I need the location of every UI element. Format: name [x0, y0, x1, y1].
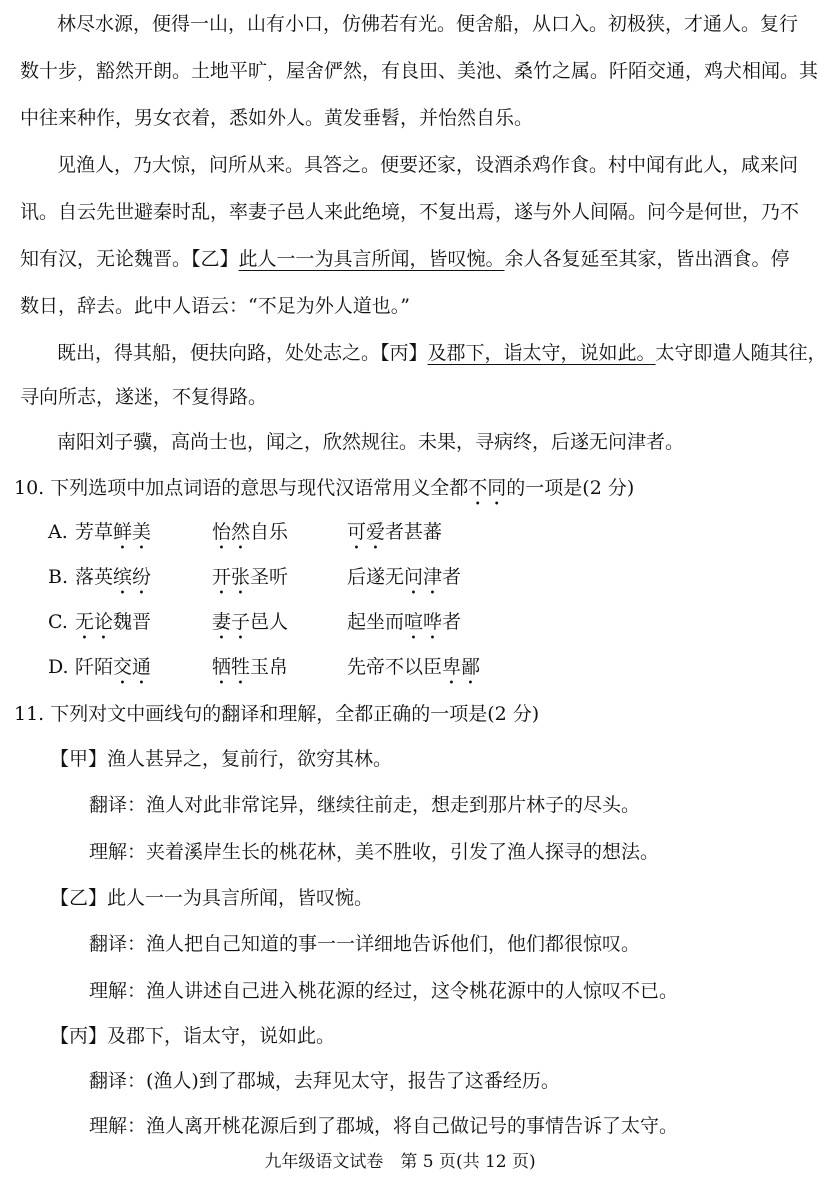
- option-item: 先帝不以臣卑鄙: [347, 656, 481, 678]
- dotted-word: 不同: [468, 477, 507, 499]
- q11-translation-yi: 翻译：渔人把自己知道的事一一详细地告诉他们，他们都很惊叹。: [89, 933, 641, 955]
- passage-line: 数十步，豁然开朗。土地平旷，屋舍俨然，有良田、美池、桑竹之属。阡陌交通，鸡犬相闻。其: [20, 60, 819, 82]
- option-a[interactable]: [0, 519, 800, 545]
- option-item: 怡然自乐: [212, 521, 289, 543]
- stem-text: 的一项是(2 分): [506, 477, 635, 499]
- option-label: C.: [48, 611, 68, 633]
- passage-text: 既出，得其船，便扶向路，处处志之。: [57, 342, 381, 364]
- option-item: 无论魏晋: [75, 611, 152, 633]
- question-11-stem: 11. 下列对文中画线句的翻译和理解，全都正确的一项是(2 分): [14, 703, 540, 725]
- option-d[interactable]: [0, 654, 800, 680]
- passage-line-bing: [57, 340, 827, 366]
- option-item: 开张圣听: [212, 566, 289, 588]
- option-c[interactable]: [0, 609, 800, 635]
- underlined-sentence-yi: 此人一一为具言所闻，皆叹惋。: [238, 248, 505, 270]
- option-b[interactable]: [0, 564, 800, 590]
- option-item: 牺牲玉帛: [212, 656, 289, 678]
- passage-line: 数日，辞去。此中人语云：“不足为外人道也。”: [20, 295, 410, 317]
- sentence-tag-bing: 【丙】: [380, 342, 428, 364]
- q11-translation-bing: 翻译：(渔人)到了郡城，去拜见太守，报告了这番经历。: [89, 1070, 560, 1092]
- question-10-stem: [14, 475, 634, 510]
- passage-text: 余人各复延至其家，皆出酒食。停: [504, 248, 790, 270]
- passage-line: 林尽水源，便得一山，山有小口，仿佛若有光。便舍船，从口入。初极狭，才通人。复行: [57, 13, 799, 35]
- passage-line: 南阳刘子骥，高尚士也，闻之，欣然规往。未果，寻病终，后遂无问津者。: [57, 431, 685, 453]
- passage-line-yi: [20, 246, 790, 272]
- passage-line: 见渔人，乃大惊，问所从来。具答之。便要还家，设酒杀鸡作食。村中闻有此人，咸来问: [57, 154, 799, 176]
- q11-sentence-jia: 【甲】渔人甚异之，复前行，欲穷其林。: [50, 748, 393, 770]
- option-item: 妻子邑人: [212, 611, 289, 633]
- passage-text: 太守即遣人随其往，: [655, 342, 827, 364]
- q11-translation-jia: 翻译：渔人对此非常诧异，继续往前走，想走到那片林子的尽头。: [89, 794, 641, 816]
- q11-understanding-bing: 理解：渔人离开桃花源后到了郡城，将自己做记号的事情告诉了太守。: [89, 1115, 679, 1137]
- option-item: 落英缤纷: [75, 566, 152, 588]
- stem-text: 10. 下列选项中加点词语的意思与现代汉语常用义全都: [14, 477, 469, 499]
- passage-line: 寻向所志，遂迷，不复得路。: [20, 386, 268, 408]
- q11-understanding-jia: 理解：夹着溪岸生长的桃花林，美不胜收，引发了渔人探寻的想法。: [89, 841, 660, 863]
- q11-sentence-yi: 【乙】此人一一为具言所闻，皆叹惋。: [50, 887, 374, 909]
- option-label: A.: [48, 521, 68, 543]
- option-label: D.: [48, 656, 69, 678]
- passage-line: 讯。自云先世避秦时乱，率妻子邑人来此绝境，不复出焉，遂与外人间隔。问今是何世，乃不: [20, 201, 800, 223]
- sentence-tag-yi: 【乙】: [191, 248, 239, 270]
- option-label: B.: [48, 566, 69, 588]
- option-item: 可爱者甚蕃: [347, 521, 443, 543]
- passage-text: 知有汉，无论魏晋。: [20, 248, 192, 270]
- option-item: 起坐而喧哗者: [347, 611, 462, 633]
- passage-line: 中往来种作，男女衣着，悉如外人。黄发垂髫，并怡然自乐。: [20, 107, 534, 129]
- option-item: 芳草鲜美: [75, 521, 152, 543]
- q11-sentence-bing: 【丙】及郡下，诣太守，说如此。: [50, 1025, 336, 1047]
- q11-understanding-yi: 理解：渔人讲述自己进入桃花源的经过，这令桃花源中的人惊叹不已。: [89, 980, 679, 1002]
- option-item: 后遂无问津者: [347, 566, 462, 588]
- option-item: 阡陌交通: [75, 656, 152, 678]
- page-footer: 九年级语文试卷 第 5 页(共 12 页): [264, 1152, 536, 1172]
- underlined-sentence-bing: 及郡下，诣太守，说如此。: [427, 342, 656, 364]
